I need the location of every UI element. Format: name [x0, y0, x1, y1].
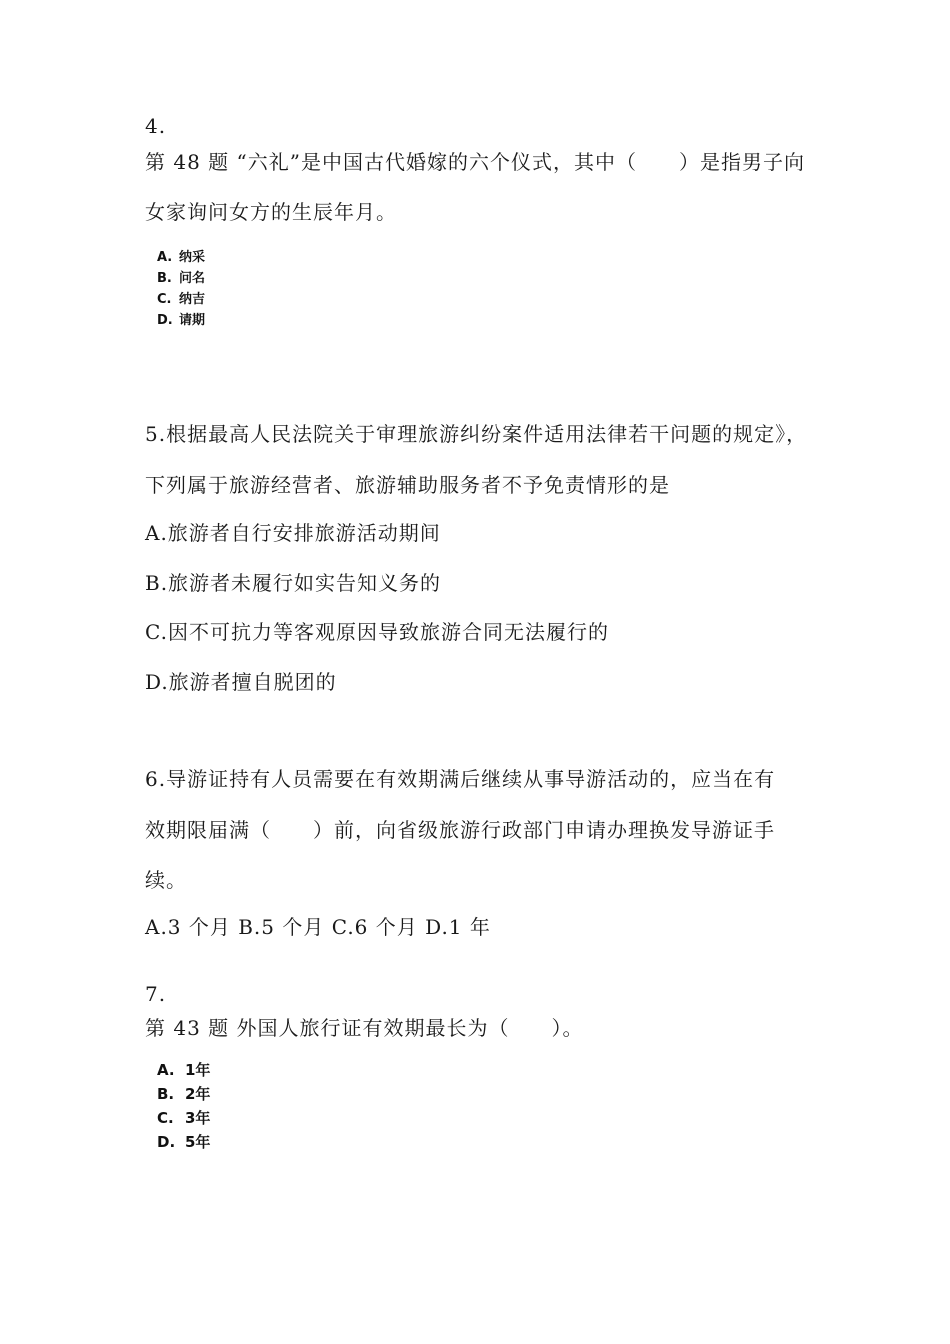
q6-stem-line2: 效期限届满（ ）前，向省级旅游行政部门申请办理换发导游证手 — [145, 818, 775, 842]
q4-option-c-text: 纳吉 — [179, 292, 206, 307]
q6-options: A.3 个月 B.5 个月 C.6 个月 D.1 年 — [145, 915, 491, 939]
q7-option-c — [157, 1109, 210, 1127]
q6-stem-line1: 6.导游证持有人员需要在有效期满后继续从事导游活动的，应当在有 — [145, 767, 776, 791]
q7-option-a-text: 1年 — [185, 1061, 211, 1079]
q5-option-d: D.旅游者擅自脱团的 — [145, 670, 337, 694]
q4-option-a-letter: A. — [157, 250, 173, 265]
q5-option-a: A.旅游者自行安排旅游活动期间 — [145, 521, 441, 545]
q7-option-a — [157, 1061, 210, 1079]
q7-option-b-text: 2年 — [185, 1085, 211, 1103]
q4-option-c — [157, 292, 205, 308]
q7-stem-line1: 第 43 题 外国人旅行证有效期最长为（ ）。 — [145, 1016, 584, 1040]
q6-stem-line3: 续。 — [145, 868, 187, 892]
q5-stem-line2: 下列属于旅游经营者、旅游辅助服务者不予免责情形的是 — [145, 473, 670, 497]
q7-option-b-letter: B. — [157, 1085, 175, 1103]
q5-option-c: C.因不可抗力等客观原因导致旅游合同无法履行的 — [145, 620, 609, 644]
q4-option-b-text: 问名 — [179, 271, 206, 286]
q7-number: 7. — [145, 982, 167, 1006]
q4-stem-line1: 第 48 题 “六礼”是中国古代婚嫁的六个仪式，其中（ ）是指男子向 — [145, 150, 805, 174]
q4-option-b-letter: B. — [157, 271, 172, 286]
q7-option-d-text: 5年 — [185, 1133, 211, 1151]
q4-option-a-text: 纳采 — [179, 250, 206, 265]
q7-option-d-letter: D. — [157, 1133, 176, 1151]
q4-option-c-letter: C. — [157, 292, 172, 307]
q7-option-b — [157, 1085, 210, 1103]
q7-option-c-text: 3年 — [185, 1109, 211, 1127]
q7-option-c-letter: C. — [157, 1109, 174, 1127]
q5-stem-line1: 5.根据最高人民法院关于审理旅游纠纷案件适用法律若干问题的规定》， — [145, 422, 808, 446]
q4-option-b — [157, 271, 205, 287]
q4-option-d-text: 请期 — [179, 313, 206, 328]
q7-option-d — [157, 1133, 210, 1151]
q5-option-b: B.旅游者未履行如实告知义务的 — [145, 571, 442, 595]
q7-option-a-letter: A. — [157, 1061, 175, 1079]
q4-option-a — [157, 250, 205, 266]
q4-number: 4. — [145, 114, 167, 138]
q4-stem-line2: 女家询问女方的生辰年月。 — [145, 200, 397, 224]
q4-option-d-letter: D. — [157, 313, 173, 328]
q4-option-d — [157, 313, 205, 329]
